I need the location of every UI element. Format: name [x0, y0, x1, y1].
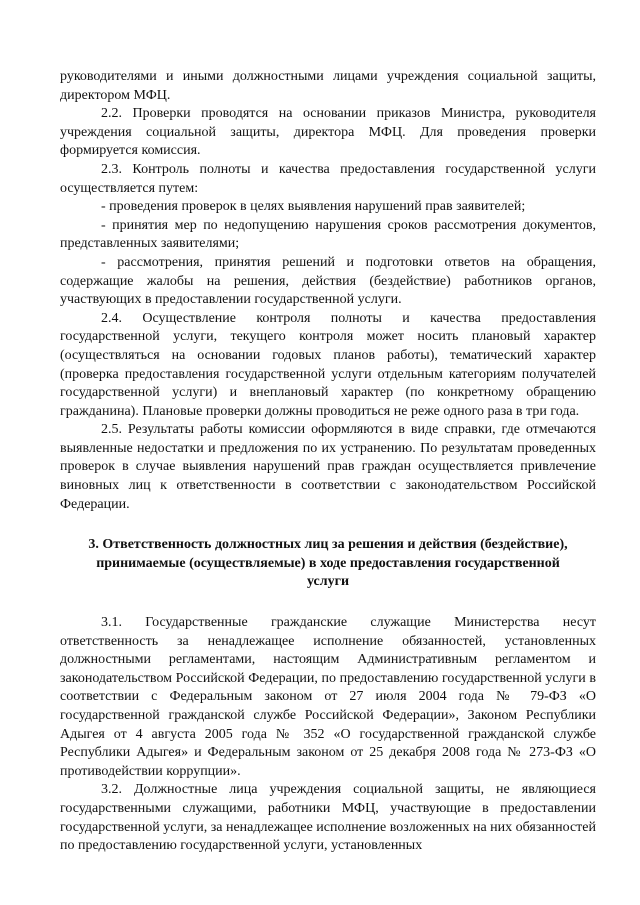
document-page [60, 68, 596, 856]
paragraph-3-2: 3.2. Должностные лица учреждения социальной защиты, не являющиеся государственными служащими, работники МФЦ, участвующие в предоставлении государственной услуги, за ненадлежащее исполнение возложенных на них обязанностей по предоставлению государственной услуги, установленных [60, 782, 596, 854]
paragraph-3-1: 3.1. Государственные гражданские служащие Министерства несут ответственность за ненадлежащее исполнение обязанностей, установленных должностными регламентами, настоящим Административным регламентом и законодательством Российской Федерации, по предоставлению государственной услуги в соответствии с Федеральным законом от 27 июля 2004 года № 79-ФЗ «О государственной гражданской службе Российской Федерации», Законом Республики Адыгея от 4 августа 2005 года № 352 «О государственной гражданской службе Республики Адыгея» и Федеральным законом от 25 декабря 2008 года № 273-ФЗ «О противодействии коррупции». [60, 615, 596, 779]
paragraph-2-4: 2.4. Осуществление контроля полноты и качества предоставления государственной услуги, текущего контроля может носить плановый характер (осуществляться на основании годовых планов работы), тематический характер (проверка предоставления государственной услуги отдельным категориям получателей государственной услуги) и внеплановый характер (по конкретному обращению гражданина). Плановые проверки должны проводиться не реже одного раза в три года. [60, 310, 596, 419]
list-item-measures: - принятия мер по недопущению нарушения сроков рассмотрения документов, представленных заявителями; [60, 217, 596, 252]
list-item-inspections: - проведения проверок в целях выявления нарушений прав заявителей; [101, 199, 526, 215]
paragraph-2-3: 2.3. Контроль полноты и качества предоставления государственной услуги осуществляется путем: [60, 161, 596, 196]
paragraph-2-5: 2.5. Результаты работы комиссии оформляются в виде справки, где отмечаются выявленные недостатки и предложения по их устранению. По результатам проведенных проверок в случае выявления нарушений прав граждан осуществляется привлечение виновных лиц к ответственности в соответствии с законодательством Российской Федерации. [60, 422, 596, 512]
section-heading [60, 536, 596, 592]
paragraph-2-2: 2.2. Проверки проводятся на основании приказов Министра, руководителя учреждения социальной защиты, директора МФЦ. Для проведения проверки формируется комиссия. [60, 106, 596, 159]
section-heading-line-2: принимаемые (осуществляемые) в ходе предоставления государственной [96, 555, 560, 571]
section-heading-line-1: 3. Ответственность должностных лиц за решения и действия (бездействие), [88, 537, 568, 553]
paragraph-continuation: руководителями и иными должностными лицами учреждения социальной защиты, директором МФЦ. [60, 69, 596, 103]
section-heading-line-3: услуги [306, 574, 350, 590]
list-item-complaints: - рассмотрения, принятия решений и подготовки ответов на обращения, содержащие жалобы на решения, действия (бездействие) работников органов, участвующих в предоставлении государственной услуги. [60, 254, 596, 308]
